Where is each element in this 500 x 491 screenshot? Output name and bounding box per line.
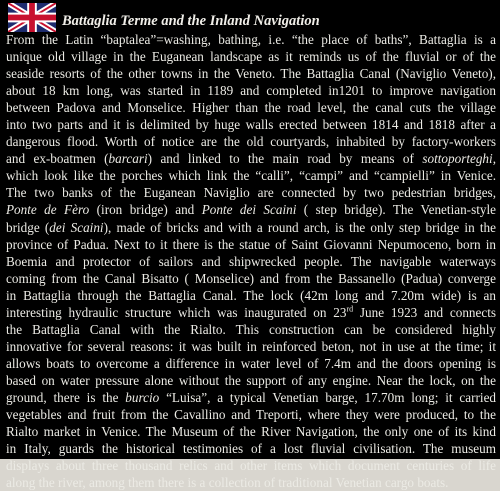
text-segment: June 1923 and connects bbox=[353, 304, 497, 320]
text-segment: in Italy, guards the historical testimonies of a lost fluvial civilisation. The museum bbox=[6, 441, 496, 457]
text-line bbox=[6, 219, 496, 236]
text-line bbox=[6, 338, 496, 355]
text-line bbox=[6, 201, 496, 218]
italic-term: sottoporteghi bbox=[422, 151, 493, 167]
union-jack-flag-icon bbox=[8, 3, 56, 32]
text-segment: ), made of bricks and with a round arch, is the only step bridge in the bbox=[103, 219, 496, 235]
text-line bbox=[6, 116, 496, 133]
text-line bbox=[6, 133, 496, 150]
text-line bbox=[6, 31, 496, 48]
text-line bbox=[6, 99, 496, 116]
text-segment: dangerous flood. Worth of notice are the old courtyards, inhabited by factory-workers bbox=[6, 134, 496, 150]
text-line bbox=[6, 253, 496, 270]
text-line bbox=[6, 167, 496, 184]
text-segment: province of Padua. Next to it there is the statue of Saint Giovanni Nepumoceno, born in bbox=[6, 236, 496, 252]
text-segment: between Padova and Monselice. Higher than the road level, the canal cuts the village bbox=[6, 100, 496, 116]
text-line bbox=[6, 423, 496, 440]
text-segment: displays about three thousand relics and other items which document centuries of life bbox=[6, 458, 496, 474]
text-segment: into two parts and it is delimited by huge walls erected between 1814 and 1818 after a bbox=[6, 117, 496, 133]
text-line bbox=[6, 150, 496, 167]
text-line bbox=[6, 82, 496, 99]
text-segment: which look like the porches which link the “calli”, “campi” and “campielli” in Venice. bbox=[6, 168, 496, 184]
text-segment: about 18 km long, was started in 1189 and completed in1201 to improve navigation bbox=[6, 83, 496, 99]
text-segment: Rialto market in Venice. The Museum of the River Navigation, the only one of its kind bbox=[6, 424, 496, 440]
text-segment: in Battaglia through the Battaglia Canal. The lock (42m long and 7.20m wide) is an bbox=[6, 287, 496, 303]
text-segment: coming from the Canal Bisatto ( Monselice) and from the Bassanello (Padua) converge bbox=[6, 270, 496, 286]
text-segment: unique old village in the Euganean landscape as it reminds us of the fluvial or of the bbox=[6, 49, 496, 65]
text-line bbox=[6, 406, 496, 423]
text-segment: ( step bridge). The Venetian-style bbox=[296, 202, 496, 218]
text-segment: allows boats to overcome a difference in water level of 7.4m and the doors opening is bbox=[6, 355, 496, 371]
text-segment: Boemia and protector of sailors and shipwrecked people. The navigable waterways bbox=[6, 253, 496, 269]
text-line bbox=[6, 474, 496, 491]
text-segment: bridge ( bbox=[6, 219, 50, 235]
text-line bbox=[6, 236, 496, 253]
text-segment: (iron bridge) and bbox=[89, 202, 202, 218]
text-segment: innovative for several reasons: it was built in reinforced beton, not in use at the time; it bbox=[6, 338, 496, 354]
text-line bbox=[6, 321, 496, 338]
text-line bbox=[6, 457, 496, 474]
italic-term: Ponte de Fèro bbox=[6, 202, 90, 218]
text-segment: “Luisa”, a typical Venetian barge, 17.70m long; it carried bbox=[159, 389, 497, 405]
italic-term: burcio bbox=[125, 389, 160, 405]
italic-term: barcari bbox=[108, 151, 148, 167]
page-title: Battaglia Terme and the Inland Navigation bbox=[62, 13, 320, 29]
italic-term: Ponte dei Scaini bbox=[201, 202, 297, 218]
text-line bbox=[6, 389, 496, 406]
text-line bbox=[6, 355, 496, 372]
text-line bbox=[6, 440, 496, 457]
body-text bbox=[6, 31, 496, 491]
text-segment: From the Latin “baptalea”=washing, bathing, i.e. “the place of baths”, Battaglia is a bbox=[6, 32, 496, 47]
text-line bbox=[6, 304, 496, 321]
text-line bbox=[6, 270, 496, 287]
text-segment: ) and linked to the main road by means of bbox=[147, 151, 423, 167]
text-segment: vegetables and fruit from the Cavallino and Treporti, where they were produced, to the bbox=[6, 407, 496, 423]
text-line bbox=[6, 184, 496, 201]
text-segment: seaside resorts of the other towns in the Veneto. The Battaglia Canal (Naviglio Veneto), bbox=[6, 66, 496, 82]
text-segment: based on water pressure alone without the support of any engine. Near the lock, on the bbox=[6, 372, 496, 388]
text-line bbox=[6, 48, 496, 65]
text-line bbox=[6, 287, 496, 304]
text-segment: ground, there is the bbox=[6, 389, 126, 405]
superscript-text: rd bbox=[346, 304, 354, 314]
italic-term: dei Scaini bbox=[49, 219, 104, 235]
text-segment: , bbox=[492, 151, 496, 167]
text-segment: and ex-boatmen ( bbox=[6, 151, 109, 167]
text-line bbox=[6, 65, 496, 82]
text-line bbox=[6, 372, 496, 389]
text-segment: The two banks of the Euganean Naviglio are connected by two pedestrian bridges, bbox=[6, 185, 496, 201]
text-segment: the Battaglia Canal with the Rialto. This construction can be considered highly bbox=[6, 321, 496, 337]
text-segment: along the river, among them there is a collection of traditional Venetian cargo boats. bbox=[6, 475, 449, 491]
text-segment: interesting hydraulic structure which was inaugurated on 23 bbox=[6, 304, 347, 320]
